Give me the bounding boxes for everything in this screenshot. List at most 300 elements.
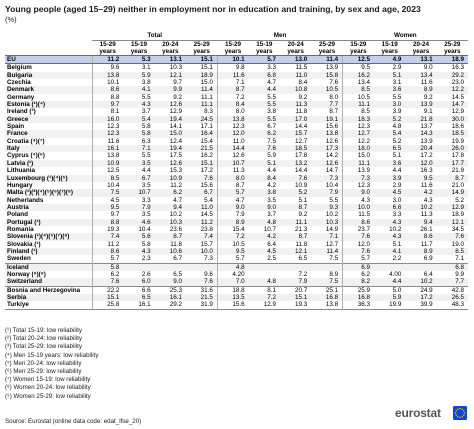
- table-row: [5, 108, 468, 115]
- value-cell: 6.8: [249, 72, 280, 79]
- value-cell: 5.4: [123, 116, 154, 123]
- value-cell: 4.20: [217, 271, 248, 278]
- value-cell: 10.7: [217, 160, 248, 167]
- value-cell: 4.8: [392, 123, 402, 131]
- value-cell: 10.2: [405, 204, 436, 211]
- value-cell: 10.9: [295, 181, 308, 189]
- value-cell: 3.6: [374, 160, 405, 167]
- header-group-row: [5, 32, 468, 41]
- value-cell: 5.2: [280, 189, 311, 196]
- value-cell: 15.1: [186, 56, 217, 64]
- value-cell: 12.2: [437, 86, 468, 93]
- value-cell: 7.9: [123, 204, 154, 211]
- value-cell: 13.9: [420, 137, 433, 145]
- value-cell: 8.0: [217, 175, 248, 182]
- value-cell: 10.4: [325, 181, 339, 189]
- value-cell: 7.4: [92, 233, 123, 240]
- value-cell: 14.7: [437, 101, 468, 108]
- eurostat-logo-text: eurostat: [395, 406, 441, 420]
- value-cell: [311, 263, 342, 271]
- value-cell: 5.5: [141, 93, 151, 101]
- value-cell: 9.9: [155, 86, 186, 93]
- value-cell: 6.7: [173, 255, 182, 263]
- age-header: 20-24: [287, 41, 304, 48]
- country-label: Romania: [7, 225, 34, 233]
- value-cell: 13.4: [343, 79, 374, 86]
- value-cell: 5.5: [267, 93, 276, 101]
- value-cell: 10.9: [155, 175, 186, 182]
- value-cell: 7.6: [92, 278, 123, 286]
- country-label: EU: [5, 56, 92, 64]
- value-cell: 22.2: [92, 286, 123, 294]
- table-row: [5, 263, 468, 271]
- age-header: 15-29: [224, 41, 242, 48]
- value-cell: 4.1: [123, 86, 154, 93]
- country-label: Spain: [7, 123, 25, 131]
- table-row: [5, 64, 468, 72]
- value-cell: 9.2: [298, 93, 308, 101]
- value-cell: 9.4: [405, 219, 436, 226]
- value-cell: 7.6: [343, 248, 374, 255]
- value-cell: 4.5: [374, 189, 405, 196]
- value-cell: 9.5: [405, 175, 436, 182]
- value-cell: 7.2: [217, 233, 248, 240]
- country-label: Switzerland: [5, 278, 92, 286]
- value-cell: 5.1: [392, 240, 402, 248]
- value-cell: 14.5: [451, 93, 464, 101]
- age-header: 20-24: [162, 41, 179, 48]
- value-cell: 5.3: [123, 56, 154, 64]
- value-cell: 3.5: [141, 211, 151, 219]
- table-row: [5, 233, 468, 240]
- value-cell: 31.9: [186, 301, 217, 309]
- value-cell: 4.8: [249, 278, 280, 286]
- value-cell: 15.6: [217, 301, 248, 309]
- value-cell: 8.5: [343, 108, 374, 115]
- value-cell: 18.0: [343, 145, 374, 152]
- value-cell: 4.8: [249, 219, 280, 226]
- value-cell: 11.8: [295, 240, 308, 248]
- value-cell: 5.7: [217, 255, 248, 263]
- value-cell: 3.8: [267, 108, 276, 116]
- country-label: Netherlands: [7, 196, 44, 204]
- value-cell: [374, 263, 405, 271]
- country-label: Estonia (¹)(⁴): [5, 101, 92, 108]
- value-cell: 19.4: [155, 116, 186, 123]
- value-cell: 6.4: [267, 240, 276, 248]
- value-cell: 3.0: [392, 196, 402, 204]
- value-cell: 17.3: [311, 145, 342, 152]
- value-cell: 12.3: [92, 123, 123, 130]
- years-header: years: [412, 48, 430, 55]
- value-cell: 14.1: [169, 123, 182, 131]
- value-cell: 10.0: [186, 248, 217, 255]
- value-cell: 3.5: [141, 181, 151, 189]
- value-cell: 17.8: [295, 152, 308, 160]
- page-title: Young people (aged 15–29) neither in employment nor in education and training, by sex and age, 2023: [5, 4, 421, 14]
- value-cell: 25.1: [311, 286, 342, 294]
- country-label: Cyprus (⁴)(⁶): [7, 152, 45, 160]
- value-cell: 12.7: [325, 240, 339, 248]
- country-label: Slovakia (¹): [7, 240, 41, 248]
- value-cell: 9.5: [92, 204, 123, 211]
- value-cell: 12.6: [325, 137, 339, 145]
- country-label: Bosnia and Herzegovina: [5, 286, 92, 294]
- years-header: years: [350, 48, 367, 55]
- value-cell: 13.9: [343, 167, 374, 174]
- value-cell: 10.2: [389, 225, 402, 233]
- value-cell: 8.8: [92, 94, 123, 101]
- footnote: (⁶) Men 25-29: low reliability: [5, 368, 82, 376]
- value-cell: 9.0: [423, 64, 433, 72]
- value-cell: 11.3: [420, 211, 433, 219]
- value-cell: 5.2: [455, 196, 464, 204]
- value-cell: 3.3: [267, 64, 276, 72]
- country-label: Slovenia (¹)(⁴)(⁵)(⁷)(⁸): [5, 233, 92, 240]
- value-cell: 7.2: [298, 270, 308, 278]
- value-cell: 4.1: [374, 248, 405, 255]
- table-row: [5, 294, 468, 301]
- table-row: [5, 160, 468, 167]
- value-cell: 7.6: [280, 175, 311, 182]
- value-cell: 18.9: [186, 72, 217, 79]
- age-header: 25-29: [318, 41, 336, 48]
- value-cell: 26.5: [437, 294, 468, 301]
- table-row: [5, 94, 468, 101]
- country-label: Hungary: [7, 181, 33, 189]
- value-cell: 8.9: [329, 270, 339, 278]
- value-cell: 11.2: [92, 56, 123, 64]
- value-cell: 8.8: [92, 219, 123, 226]
- value-cell: 7.5: [311, 278, 342, 286]
- value-cell: 11.4: [186, 86, 217, 93]
- value-cell: 7.9: [280, 278, 311, 286]
- value-cell: 6.2: [155, 189, 186, 196]
- value-cell: 9.7: [92, 211, 123, 218]
- value-cell: 3.3: [141, 196, 151, 204]
- country-label: Norway (⁹)(⁸): [7, 270, 46, 278]
- value-cell: 7.9: [217, 211, 248, 218]
- age-header: 15-19: [381, 41, 398, 48]
- table-row: [5, 175, 468, 182]
- value-cell: 10.5: [217, 241, 248, 248]
- value-cell: 11.6: [420, 79, 433, 87]
- value-cell: 4.3: [374, 233, 405, 240]
- source-note: Source: Eurostat (online data code: edat_lfse_20): [5, 418, 142, 425]
- value-cell: 3.7: [141, 108, 151, 116]
- value-cell: 15.6: [325, 123, 339, 131]
- value-cell: 6.5: [173, 270, 182, 278]
- value-cell: 23.8: [200, 225, 213, 233]
- value-cell: 21.0: [451, 181, 464, 189]
- value-cell: 5.1: [374, 72, 405, 79]
- value-cell: 7.1: [123, 145, 154, 152]
- value-cell: 12.0: [343, 241, 374, 248]
- value-cell: 39.9: [405, 301, 436, 309]
- value-cell: 11.7: [420, 240, 433, 248]
- header-corner: [5, 48, 92, 56]
- value-cell: 13.9: [325, 64, 339, 72]
- value-cell: 18.5: [280, 145, 311, 152]
- value-cell: 11.0: [186, 204, 217, 211]
- country-label: Serbia: [5, 294, 92, 301]
- value-cell: 14.9: [437, 189, 468, 196]
- table-row: [5, 301, 468, 309]
- value-cell: 4.6: [123, 219, 154, 226]
- value-cell: 12.2: [343, 138, 374, 145]
- value-cell: 13.5: [217, 294, 248, 301]
- value-cell: 23.0: [451, 79, 464, 87]
- years-header: years: [256, 48, 273, 55]
- value-cell: 21.5: [186, 145, 217, 152]
- value-cell: 4.4: [141, 167, 151, 175]
- value-cell: 10.0: [343, 204, 374, 211]
- value-cell: 4.2: [249, 233, 280, 240]
- value-cell: 3.0: [374, 101, 405, 108]
- value-cell: 26.0: [437, 145, 468, 152]
- value-cell: 18.9: [437, 56, 468, 64]
- value-cell: 13.8: [92, 152, 123, 159]
- value-cell: 8.0: [329, 93, 339, 101]
- value-cell: 6.6: [123, 286, 154, 294]
- country-label: Portugal (¹): [5, 219, 92, 226]
- value-cell: 9.5: [217, 248, 248, 255]
- value-cell: 8.6: [92, 248, 123, 255]
- value-cell: 5.5: [329, 196, 339, 204]
- value-cell: 11.8: [170, 240, 182, 248]
- value-cell: 17.0: [280, 116, 311, 123]
- value-cell: 4.8: [217, 263, 248, 271]
- value-cell: 12.9: [437, 204, 468, 211]
- value-cell: 5.2: [392, 137, 402, 145]
- years-header: years: [287, 48, 304, 55]
- value-cell: 12.4: [169, 137, 182, 145]
- value-cell: 15.0: [200, 79, 213, 87]
- value-cell: 15.0: [155, 130, 186, 137]
- value-cell: 9.7: [173, 79, 182, 87]
- value-cell: 13.8: [311, 130, 342, 137]
- country-label: Luxembourg (¹)(⁴)(⁵): [5, 175, 92, 182]
- group-header-women: Women: [343, 32, 468, 41]
- value-cell: 10.4: [92, 182, 123, 189]
- value-cell: 4.7: [267, 79, 276, 87]
- country-label: Belgium: [7, 64, 32, 72]
- value-cell: 14.4: [295, 123, 308, 131]
- value-cell: 8.7: [217, 86, 248, 93]
- value-cell: 2.6: [141, 270, 151, 278]
- value-cell: 6.4: [423, 270, 433, 278]
- value-cell: 10.2: [405, 278, 436, 286]
- value-cell: [405, 263, 436, 271]
- value-cell: 9.0: [249, 204, 280, 211]
- value-cell: 12.9: [169, 108, 182, 116]
- country-label: Czechia: [7, 79, 31, 87]
- value-cell: 4.3: [123, 248, 154, 255]
- table-row: [5, 79, 468, 86]
- table-row: [5, 130, 468, 137]
- value-cell: 10.2: [169, 211, 182, 219]
- value-cell: 3.3: [392, 211, 402, 219]
- years-header: years: [193, 48, 210, 55]
- value-cell: 8.7: [217, 182, 248, 189]
- value-cell: 30.0: [437, 116, 468, 123]
- value-cell: 3.8: [249, 189, 280, 196]
- value-cell: 14.7: [325, 167, 339, 175]
- value-cell: 10.5: [311, 86, 342, 93]
- value-cell: 2.5: [267, 255, 276, 263]
- value-cell: 4.9: [374, 56, 405, 64]
- value-cell: 16.2: [200, 152, 213, 160]
- value-cell: 16.8: [311, 294, 342, 301]
- value-cell: 11.0: [217, 138, 248, 145]
- value-cell: 15.7: [200, 240, 213, 248]
- value-cell: 7.6: [186, 175, 217, 182]
- value-cell: 12.5: [343, 56, 374, 64]
- value-cell: 12.3: [343, 123, 374, 130]
- value-cell: 7.6: [343, 233, 374, 240]
- value-cell: 5.5: [392, 93, 402, 101]
- country-label: Iceland: [5, 263, 92, 271]
- value-cell: 5.5: [141, 152, 151, 160]
- value-cell: 12.6: [311, 160, 342, 167]
- eurostat-logo: [395, 403, 469, 423]
- years-header: years: [444, 48, 461, 55]
- country-label: Denmark: [5, 86, 92, 93]
- value-cell: 15.7: [280, 130, 311, 137]
- value-cell: 16.1: [123, 301, 154, 309]
- value-cell: 23.6: [169, 225, 182, 233]
- value-cell: 9.5: [343, 64, 374, 72]
- value-cell: 15.6: [200, 181, 213, 189]
- value-cell: 18.6: [451, 123, 464, 131]
- value-cell: 13.0: [280, 56, 311, 64]
- value-cell: 13.7: [420, 123, 433, 131]
- value-cell: 17.2: [420, 152, 433, 160]
- value-cell: 6.9: [343, 263, 374, 271]
- value-cell: 7.4: [186, 233, 217, 240]
- value-cell: 9.0: [217, 204, 248, 211]
- value-cell: 6.5: [374, 145, 405, 152]
- value-cell: 5.9: [267, 152, 276, 160]
- value-cell: 4.5: [249, 248, 280, 255]
- country-label: Greece: [5, 116, 92, 123]
- value-cell: 15.4: [200, 137, 213, 145]
- value-cell: 10.6: [155, 248, 186, 255]
- value-cell: 4.3: [123, 101, 154, 108]
- value-cell: 8.2: [343, 278, 374, 286]
- value-cell: 9.1: [423, 108, 433, 116]
- value-cell: 12.1: [280, 248, 311, 255]
- value-cell: 9.6: [92, 64, 123, 72]
- value-cell: 13.8: [217, 116, 248, 123]
- value-cell: 7.3: [311, 175, 342, 182]
- value-cell: 3.7: [267, 211, 276, 219]
- value-cell: 48.3: [437, 301, 468, 309]
- value-cell: 18.3: [343, 116, 374, 123]
- table-row: [5, 226, 468, 233]
- value-cell: 2.9: [392, 64, 402, 72]
- value-cell: 9.3: [311, 204, 342, 211]
- value-cell: 12.3: [92, 130, 123, 137]
- value-cell: 19.3: [280, 301, 311, 309]
- value-cell: 15.0: [343, 152, 374, 159]
- age-header: 15-19: [130, 41, 148, 48]
- years-header: years: [224, 48, 242, 55]
- value-cell: 19.1: [311, 116, 342, 123]
- value-cell: 11.6: [92, 138, 123, 145]
- unit-label: (%): [5, 15, 17, 24]
- value-cell: 15.1: [92, 294, 123, 301]
- value-cell: 6.9: [423, 255, 433, 263]
- value-cell: 9.0: [343, 189, 374, 196]
- header-corner: [5, 41, 92, 49]
- value-cell: 8.4: [217, 101, 248, 108]
- value-cell: 12.9: [451, 108, 464, 116]
- value-cell: 5.6: [123, 233, 154, 240]
- value-cell: 5.0: [374, 286, 405, 294]
- country-label: Ireland (³): [7, 108, 36, 116]
- value-cell: 4.2: [405, 189, 436, 196]
- value-cell: 6.5: [123, 294, 154, 301]
- value-cell: 11.1: [201, 93, 213, 101]
- value-cell: 2.3: [141, 255, 151, 263]
- value-cell: 17.1: [200, 123, 213, 131]
- value-cell: 8.5: [92, 175, 123, 182]
- years-header: years: [99, 48, 116, 55]
- country-label: Austria: [5, 204, 92, 211]
- value-cell: 11.2: [170, 181, 182, 189]
- value-cell: 5.7: [92, 255, 123, 263]
- value-cell: 5.9: [123, 72, 154, 79]
- value-cell: 6.7: [186, 189, 217, 196]
- value-cell: 10.1: [92, 79, 123, 86]
- group-header-total: Total: [92, 32, 217, 41]
- value-cell: 8.7: [280, 233, 311, 240]
- value-cell: 4.3: [374, 219, 405, 226]
- value-cell: 7.2: [217, 94, 248, 101]
- value-cell: 20.7: [280, 286, 311, 294]
- table-header: [5, 32, 468, 56]
- value-cell: 3.1: [392, 79, 402, 87]
- value-cell: 11.3: [217, 167, 248, 174]
- country-label: Turkiye: [5, 301, 92, 309]
- value-cell: 4.00: [389, 270, 402, 278]
- value-cell: 15.1: [200, 64, 213, 72]
- value-cell: 9.2: [298, 211, 308, 219]
- value-cell: 7.6: [329, 79, 339, 87]
- value-cell: 8.7: [155, 233, 186, 240]
- country-label: Italy: [5, 145, 92, 152]
- value-cell: 12.1: [155, 72, 186, 79]
- value-cell: 13.8: [92, 72, 123, 79]
- table-row: [5, 241, 468, 248]
- value-cell: 9.8: [217, 64, 248, 72]
- table-row: [5, 182, 468, 189]
- value-cell: 3.8: [141, 79, 151, 87]
- value-cell: 16.3: [451, 64, 464, 72]
- value-cell: 16.2: [343, 72, 374, 79]
- value-cell: 4.5: [92, 197, 123, 204]
- value-cell: 8.5: [437, 248, 468, 255]
- value-cell: 9.0: [155, 278, 186, 286]
- value-cell: 5.8: [141, 240, 151, 248]
- value-cell: 5.7: [217, 189, 248, 196]
- value-cell: 7.1: [217, 79, 248, 86]
- footnote: (⁷) Women 15-19: low reliability: [5, 376, 91, 384]
- value-cell: 7.7: [311, 101, 342, 108]
- value-cell: 8.9: [405, 248, 436, 255]
- value-cell: 14.9: [325, 225, 339, 233]
